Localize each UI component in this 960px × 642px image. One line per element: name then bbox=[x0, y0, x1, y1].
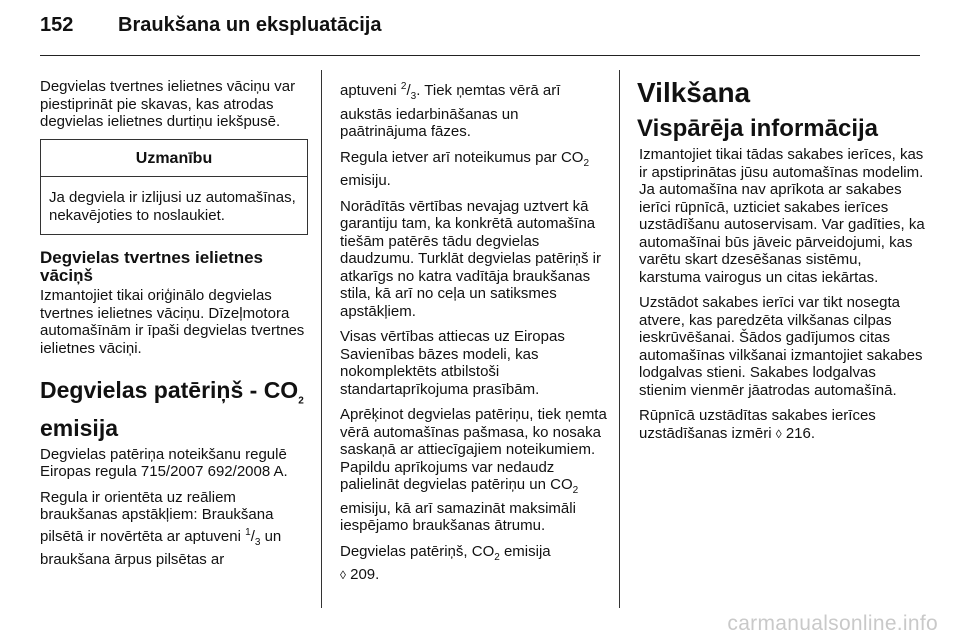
caution-box bbox=[40, 139, 308, 236]
caution-title: Uzmanību bbox=[41, 140, 307, 178]
page-reference-link[interactable]: ◊ 209. bbox=[340, 566, 380, 583]
towing-paragraph-2: Uzstādot sakabes ierīci var tikt nosegta atvere, kas paredzēta vilkšanas cilpas ieskrūvēšanai. Šādos gadījumos citas automašīnas vilkšanai izmantojiet sakabes lodgalvas stieni. Sakabes lodgalvas stienim vienmēr jāatrodas automašīnā. bbox=[639, 294, 923, 399]
heading-towing: Vilkšana bbox=[637, 77, 751, 108]
fuel-cap-paragraph: Izmantojiet tikai oriģinālo degvielas tvertnes ielietnes vāciņu. Dīzeļmotora automašīnām ir īpaši degvielas tvertnes ielietnes vāciņi. bbox=[40, 287, 305, 357]
towing-paragraph-3: Rūpnīcā uzstādītas sakabes ierīces uzstādīšanas izmēri ◊ 216. bbox=[639, 407, 876, 442]
paragraph-approx: aptuveni $^2/_3$. Tiek ņemtas vērā arī aukstās iedarbināšanas un paātrinājuma fāzes. bbox=[340, 81, 561, 140]
consumption-paragraph-2: Regula ir orientēta uz reāliem braukšanas apstākļiem: Braukšana pilsētā ir novērtēta ar aptuveni $^1/_3$ un braukšana ārpus pilsētas ar bbox=[40, 488, 282, 569]
paragraph-reference: Degvielas patēriņš, $CO_2$ emisija ◊ 209. bbox=[340, 542, 551, 583]
column-3 bbox=[637, 78, 927, 451]
paragraph-values-note: Norādītās vērtības nevajag uztvert kā garantiju tam, ka konkrētā automašīna tiešām patērēs tādu degvielas daudzumu. Turklāt degvielas patēriņš ir atkarīgs no katra vadītāja braukšanas stila, kā arī no ceļa un satiksmes apstākļiem. bbox=[340, 197, 601, 320]
reference-arrow-icon: ◊ bbox=[340, 568, 346, 582]
heading-general-info: Vispārēja informācija bbox=[637, 115, 879, 142]
column-divider-2 bbox=[619, 70, 620, 608]
column-divider-1 bbox=[321, 70, 322, 608]
intro-paragraph: Degvielas tvertnes ielietnes vāciņu var piestiprināt pie skavas, kas atrodas degvielas ielietnes durtiņu iekšpusē. bbox=[40, 78, 296, 130]
column-2 bbox=[340, 78, 608, 593]
reference-arrow-icon: ◊ bbox=[775, 426, 782, 441]
page-reference-link[interactable]: ◊ 216. bbox=[775, 424, 816, 442]
header-rule bbox=[40, 55, 920, 56]
heading-fuel-cap: Degvielas tvertnes ielietnes vāciņš bbox=[40, 248, 264, 285]
paragraph-curb-weight: Aprēķinot degvielas patēriņu, tiek ņemta vērā automašīnas pašmasa, ko nosaka saskaņā ar attiecīgajiem noteikumiem. Papildu aprīkojums var nedaudz palielināt degvielas patēriņu un $CO_2$ emisiju, kā arī samazināt maksimāli iespējamo braukšanas ātrumu. bbox=[340, 406, 607, 534]
page-number: 152 bbox=[40, 14, 74, 36]
consumption-paragraph-1: Degvielas patēriņa noteikšanu regulē Eiropas regula 715/2007 692/2008 A. bbox=[40, 445, 288, 481]
paragraph-co2-rules: Regula ietver arī noteikumus par $CO_2$ emisiju. bbox=[340, 148, 590, 189]
page-header bbox=[40, 14, 381, 37]
column-1 bbox=[40, 78, 308, 577]
watermark: carmanualsonline.info bbox=[727, 612, 938, 635]
heading-fuel-consumption: Degvielas patēriņš - $CO_2$ emisija bbox=[40, 377, 304, 441]
section-title: Braukšana un ekspluatācija bbox=[118, 14, 382, 36]
caution-body: Ja degviela ir izlijusi uz automašīnas, nekavējoties to noslaukiet. bbox=[49, 189, 296, 224]
paragraph-eu-model: Visas vērtības attiecas uz Eiropas Savienības bāzes modeli, kas nokomplektēts atbilstoši standartaprīkojuma prasībām. bbox=[340, 328, 565, 398]
towing-paragraph-1: Izmantojiet tikai tādas sakabes ierīces, kas ir apstiprinātas jūsu automašīnas modelim. Ja automašīna nav aprīkota ar sakabes ierīci rūpnīcā, uzticiet sakabes ierīces uzstādīšanu autoservisam. Var gadīties, ka automašīnai būs jāveic pārveidojumi, kas varētu skart dzesēšanas sistēmu, karstuma vairogus un citas iekārtas. bbox=[639, 146, 925, 286]
